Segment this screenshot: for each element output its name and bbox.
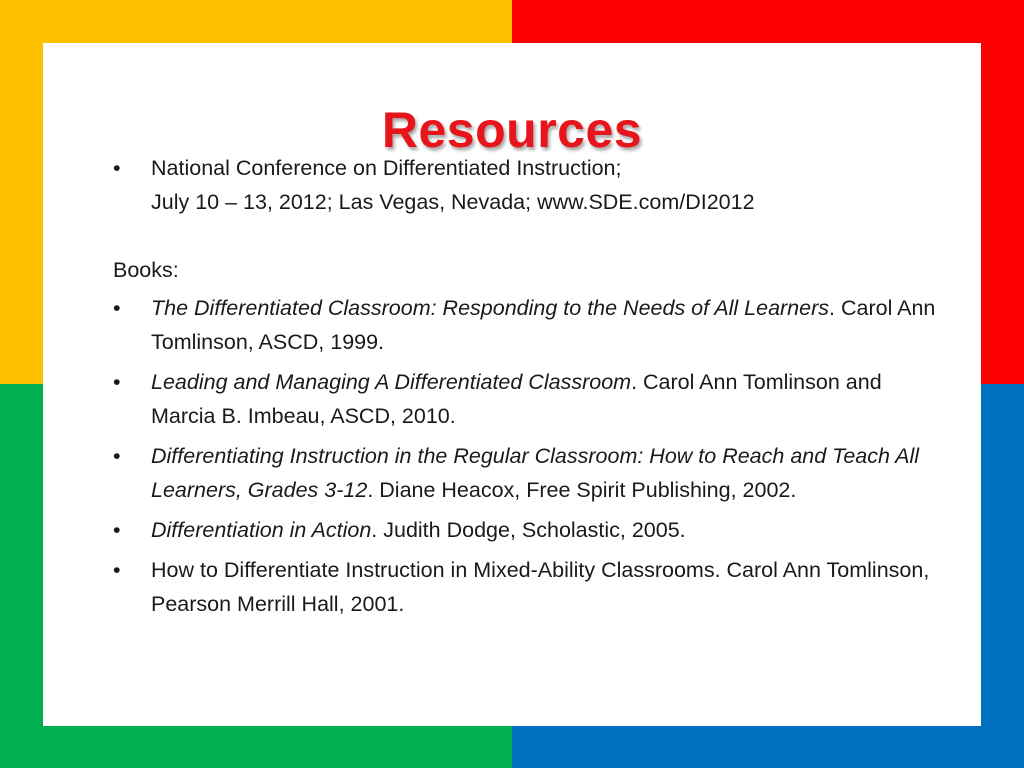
book-title: Leading and Managing A Differentiated Classroom — [151, 370, 632, 394]
book-details: . Judith Dodge, Scholastic, 2005. — [371, 518, 686, 542]
book-list — [113, 291, 943, 621]
book-title: Differentiation in Action — [151, 518, 372, 542]
slide-card — [43, 43, 981, 726]
book-title: Differentiating Instruction in the Regular Classroom: How to Reach and Teach All Learners, Grades 3-12 — [151, 444, 920, 502]
book-details: . Diane Heacox, Free Spirit Publishing, 2002. — [367, 478, 797, 502]
bullet-icon: • — [113, 444, 121, 468]
bullet-icon: • — [113, 156, 121, 180]
bullet-icon: • — [113, 370, 121, 394]
list-item — [113, 513, 943, 547]
book-title: The Differentiated Classroom: Responding to the Needs of All Learners — [151, 296, 830, 320]
slide-content — [113, 151, 943, 627]
list-item — [113, 291, 943, 359]
book-details: . Carol Ann Tomlinson, ASCD, 1999. — [151, 296, 936, 354]
bullet-icon: • — [113, 558, 121, 582]
bullet-icon: • — [113, 518, 121, 542]
book-details: How to Differentiate Instruction in Mixed-Ability Classrooms. Carol Ann Tomlinson, Pearson Merrill Hall, 2001. — [151, 558, 930, 616]
list-item — [113, 553, 943, 621]
list-item — [113, 151, 943, 219]
conference-line-2: July 10 – 13, 2012; Las Vegas, Nevada; www.SDE.com/DI2012 — [151, 190, 755, 214]
slide-title: Resources — [381, 102, 643, 158]
conference-line-1: National Conference on Differentiated Instruction; — [151, 156, 622, 180]
conference-list — [113, 151, 943, 219]
list-item — [113, 439, 943, 507]
book-details: . Carol Ann Tomlinson and Marcia B. Imbeau, ASCD, 2010. — [151, 370, 882, 428]
list-item — [113, 365, 943, 433]
books-heading: Books: — [113, 258, 179, 282]
bullet-icon: • — [113, 296, 121, 320]
